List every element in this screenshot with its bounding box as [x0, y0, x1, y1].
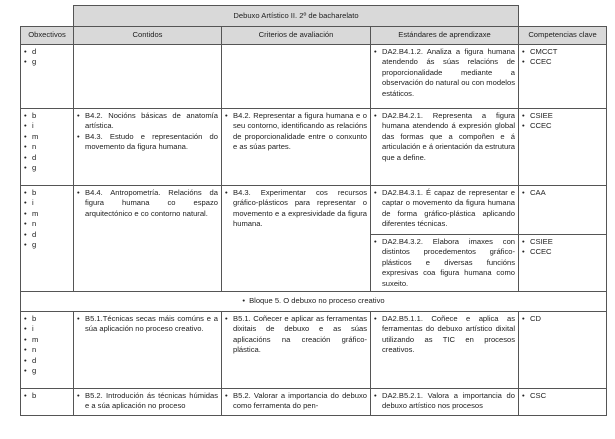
list-item: • d	[24, 230, 70, 240]
contents-cell	[74, 45, 222, 109]
list-item: • i	[24, 121, 70, 131]
list-item: • CCEC	[522, 57, 603, 67]
competences-cell	[519, 45, 607, 109]
objectives-cell	[21, 186, 74, 292]
table-row	[21, 45, 607, 109]
list-item: • DA2.B4.1.2. Analiza a figura humana atendendo ás súas relacións de proporcionalidade mediante a observación do natural ou con modelos estáticos.	[374, 47, 515, 99]
list-item: • CAA	[522, 188, 603, 198]
list-item: • DA2.B4.3.2. Elabora imaxes con distintos procedementos gráfico-plásticos e diversas funcións expresivas coa figura humana como suxeito.	[374, 237, 515, 289]
objectives-cell	[21, 312, 74, 389]
competences-cell	[519, 235, 607, 292]
list-item: • i	[24, 324, 70, 334]
list-item: • d	[24, 356, 70, 366]
list-item: • g	[24, 163, 70, 173]
criteria-cell	[222, 186, 371, 292]
list-item: • m	[24, 335, 70, 345]
list-item: • CD	[522, 314, 603, 324]
list-item: • n	[24, 142, 70, 152]
list-item: • m	[24, 132, 70, 142]
curriculum-table-page	[20, 5, 606, 416]
list-item: • DA2.B5.1.1. Coñece e aplica as ferramentas do debuxo artístico dixital utilizando as TIC en procesos creativos.	[374, 314, 515, 356]
standards-cell	[371, 312, 519, 389]
criteria-cell	[222, 109, 371, 186]
list-item: • B5.2. Introdución ás técnicas húmidas e a súa aplicación no proceso	[77, 391, 218, 412]
list-item: • DA2.B4.2.1. Representa a figura humana atendendo á expresión global das formas que a compoñen e á articulación e á orientación da estrutura que a define.	[374, 111, 515, 163]
list-item: • DA2.B5.2.1. Valora a importancia do debuxo artístico nos procesos	[374, 391, 515, 412]
list-item: • g	[24, 57, 70, 67]
list-item: • b	[24, 391, 70, 401]
table-row	[21, 312, 607, 389]
contents-cell	[74, 186, 222, 292]
header-criteria: Criterios de avaliación	[222, 27, 371, 45]
standards-cell	[371, 45, 519, 109]
standards-cell	[371, 109, 519, 186]
column-header-row	[21, 27, 607, 45]
contents-cell	[74, 109, 222, 186]
list-item: • n	[24, 219, 70, 229]
table-title: Debuxo Artístico II. 2º de bacharelato	[74, 6, 519, 27]
list-item: • B4.3. Estudo e representación do movemento da figura humana.	[77, 132, 218, 153]
list-item: • B4.4. Antropometría. Relacións da figura humana co espazo arquitectónico e co contorno natural.	[77, 188, 218, 219]
table-row	[21, 109, 607, 186]
header-competences: Competencias clave	[519, 27, 607, 45]
contents-cell	[74, 312, 222, 389]
list-item: • CSC	[522, 391, 603, 401]
list-item: • n	[24, 345, 70, 355]
header-objectives: Obxectivos	[21, 27, 74, 45]
objectives-cell	[21, 45, 74, 109]
list-item: • B4.2. Representar a figura humana e o seu contorno, identificando as relacións de proporcionalidade entre o conxunto e as súas partes.	[225, 111, 367, 153]
objectives-cell	[21, 109, 74, 186]
list-item: • m	[24, 209, 70, 219]
competences-cell	[519, 109, 607, 186]
competences-cell	[519, 186, 607, 235]
list-item: • g	[24, 240, 70, 250]
list-item: • b	[24, 314, 70, 324]
table-row	[21, 186, 607, 235]
table-row	[21, 389, 607, 416]
title-row	[21, 6, 607, 27]
competences-cell	[519, 389, 607, 416]
list-item: • B5.2. Valorar a importancia do debuxo como ferramenta do pen-	[225, 391, 367, 412]
list-item: • b	[24, 111, 70, 121]
list-item: • CSIEE	[522, 111, 603, 121]
standards-cell	[371, 186, 519, 235]
standards-cell	[371, 235, 519, 292]
list-item: • CCEC	[522, 247, 603, 257]
competences-cell	[519, 312, 607, 389]
list-item: • DA2.B4.3.1. É capaz de representar e captar o movemento da figura humana de forma gráfico-plástica aplicando diferentes técnicas.	[374, 188, 515, 230]
list-item: • B4.2. Nocións básicas de anatomía artística.	[77, 111, 218, 132]
list-item: • B5.1.Técnicas secas máis comúns e a súa aplicación no proceso creativo.	[77, 314, 218, 335]
list-item: • B5.1. Coñecer e aplicar as ferramentas dixitais de debuxo e as súas aplicacións na creación gráfico-plástica.	[225, 314, 367, 356]
header-standards: Estándares de aprendizaxe	[371, 27, 519, 45]
criteria-cell	[222, 389, 371, 416]
list-item: • d	[24, 153, 70, 163]
list-item: • CCEC	[522, 121, 603, 131]
contents-cell	[74, 389, 222, 416]
block-header-row	[21, 292, 607, 312]
objectives-cell	[21, 389, 74, 416]
list-item: • g	[24, 366, 70, 376]
header-contents: Contidos	[74, 27, 222, 45]
list-item: • i	[24, 198, 70, 208]
block-title: • Bloque 5. O debuxo no proceso creativo	[21, 292, 607, 312]
list-item: • CMCCT	[522, 47, 603, 57]
criteria-cell	[222, 312, 371, 389]
list-item: • b	[24, 188, 70, 198]
curriculum-table	[20, 5, 607, 416]
list-item: • CSIEE	[522, 237, 603, 247]
list-item: • d	[24, 47, 70, 57]
list-item: • B4.3. Experimentar cos recursos gráfico-plásticos para representar o movemento e a expresividade da figura humana.	[225, 188, 367, 230]
standards-cell	[371, 389, 519, 416]
criteria-cell	[222, 45, 371, 109]
